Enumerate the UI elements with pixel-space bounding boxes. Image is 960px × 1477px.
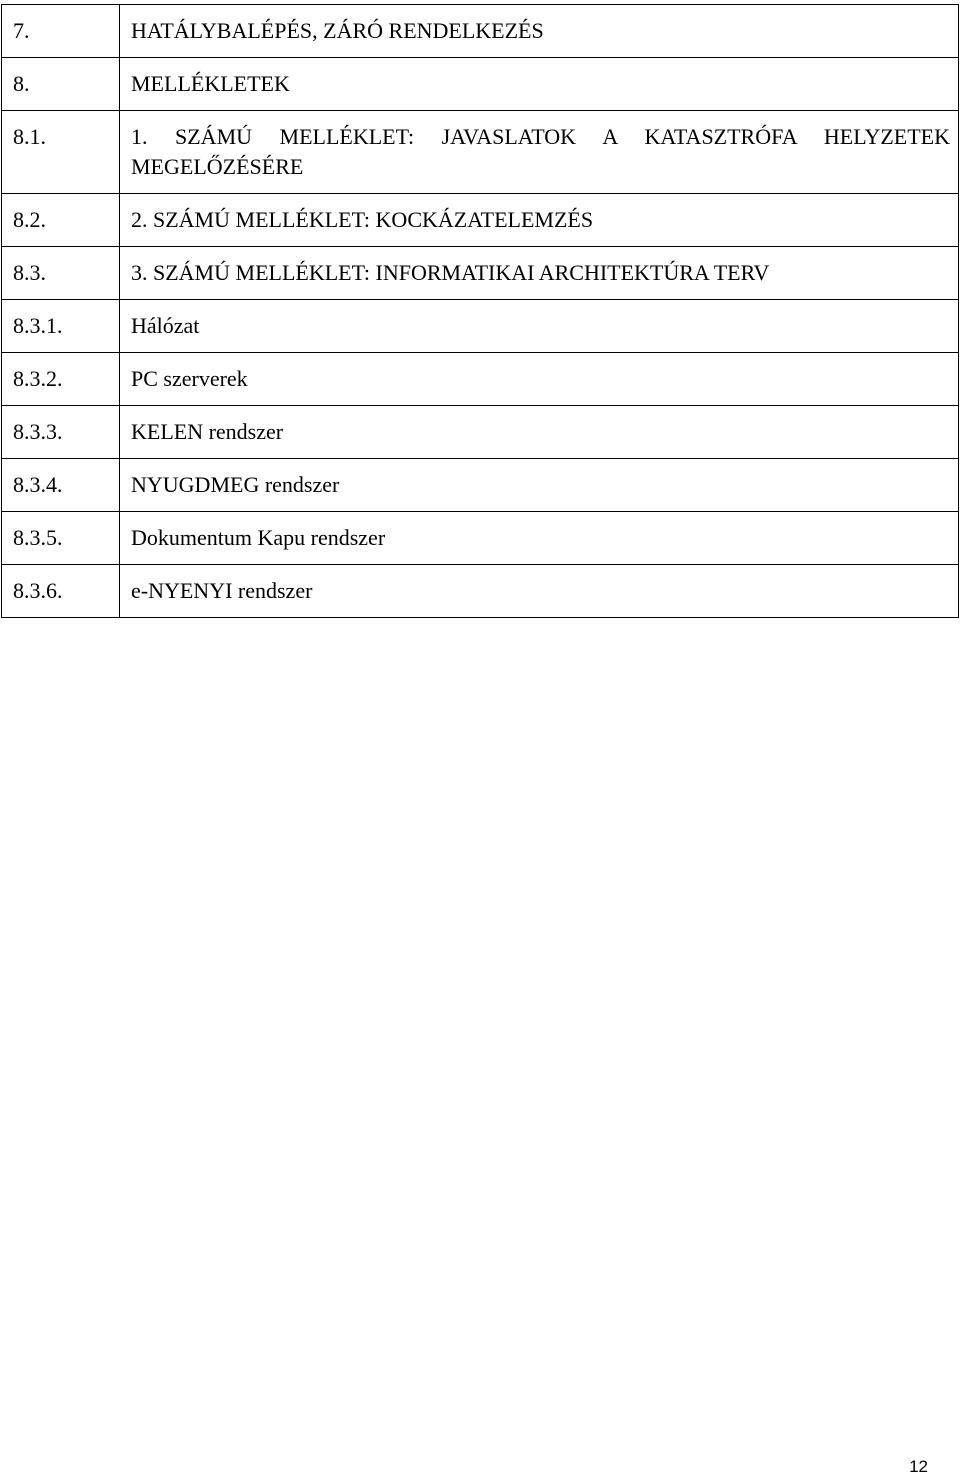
section-title: e-NYENYI rendszer: [120, 565, 959, 618]
section-number: 8.3.2.: [2, 353, 120, 406]
table-row: [2, 111, 959, 194]
table-row: [2, 300, 959, 353]
table-row: [2, 194, 959, 247]
table-row: [2, 58, 959, 111]
section-title: Hálózat: [120, 300, 959, 353]
page-number: 12: [909, 1457, 928, 1476]
table-row: [2, 247, 959, 300]
table-row: [2, 406, 959, 459]
table-of-contents: [1, 4, 959, 618]
table-row: [2, 5, 959, 58]
section-number: 8.2.: [2, 194, 120, 247]
table-row: [2, 565, 959, 618]
section-number: 7.: [2, 5, 120, 58]
section-number: 8.3.3.: [2, 406, 120, 459]
section-title: 3. SZÁMÚ MELLÉKLET: INFORMATIKAI ARCHITEKTÚRA TERV: [120, 247, 959, 300]
section-number: 8.3.: [2, 247, 120, 300]
section-title: MELLÉKLETEK: [120, 58, 959, 111]
table-row: [2, 512, 959, 565]
section-title: NYUGDMEG rendszer: [120, 459, 959, 512]
section-title: HATÁLYBALÉPÉS, ZÁRÓ RENDELKEZÉS: [120, 5, 959, 58]
section-number: 8.3.5.: [2, 512, 120, 565]
section-number: 8.1.: [2, 111, 120, 194]
section-title: 2. SZÁMÚ MELLÉKLET: KOCKÁZATELEMZÉS: [120, 194, 959, 247]
section-number: 8.3.4.: [2, 459, 120, 512]
section-title: PC szerverek: [120, 353, 959, 406]
section-title: 1. SZÁMÚ MELLÉKLET: JAVASLATOK A KATASZTRÓFA HELYZETEK MEGELŐZÉSÉRE: [120, 111, 959, 194]
section-number: 8.: [2, 58, 120, 111]
section-title: KELEN rendszer: [120, 406, 959, 459]
table-row: [2, 353, 959, 406]
section-number: 8.3.1.: [2, 300, 120, 353]
section-number: 8.3.6.: [2, 565, 120, 618]
section-title: Dokumentum Kapu rendszer: [120, 512, 959, 565]
table-row: [2, 459, 959, 512]
